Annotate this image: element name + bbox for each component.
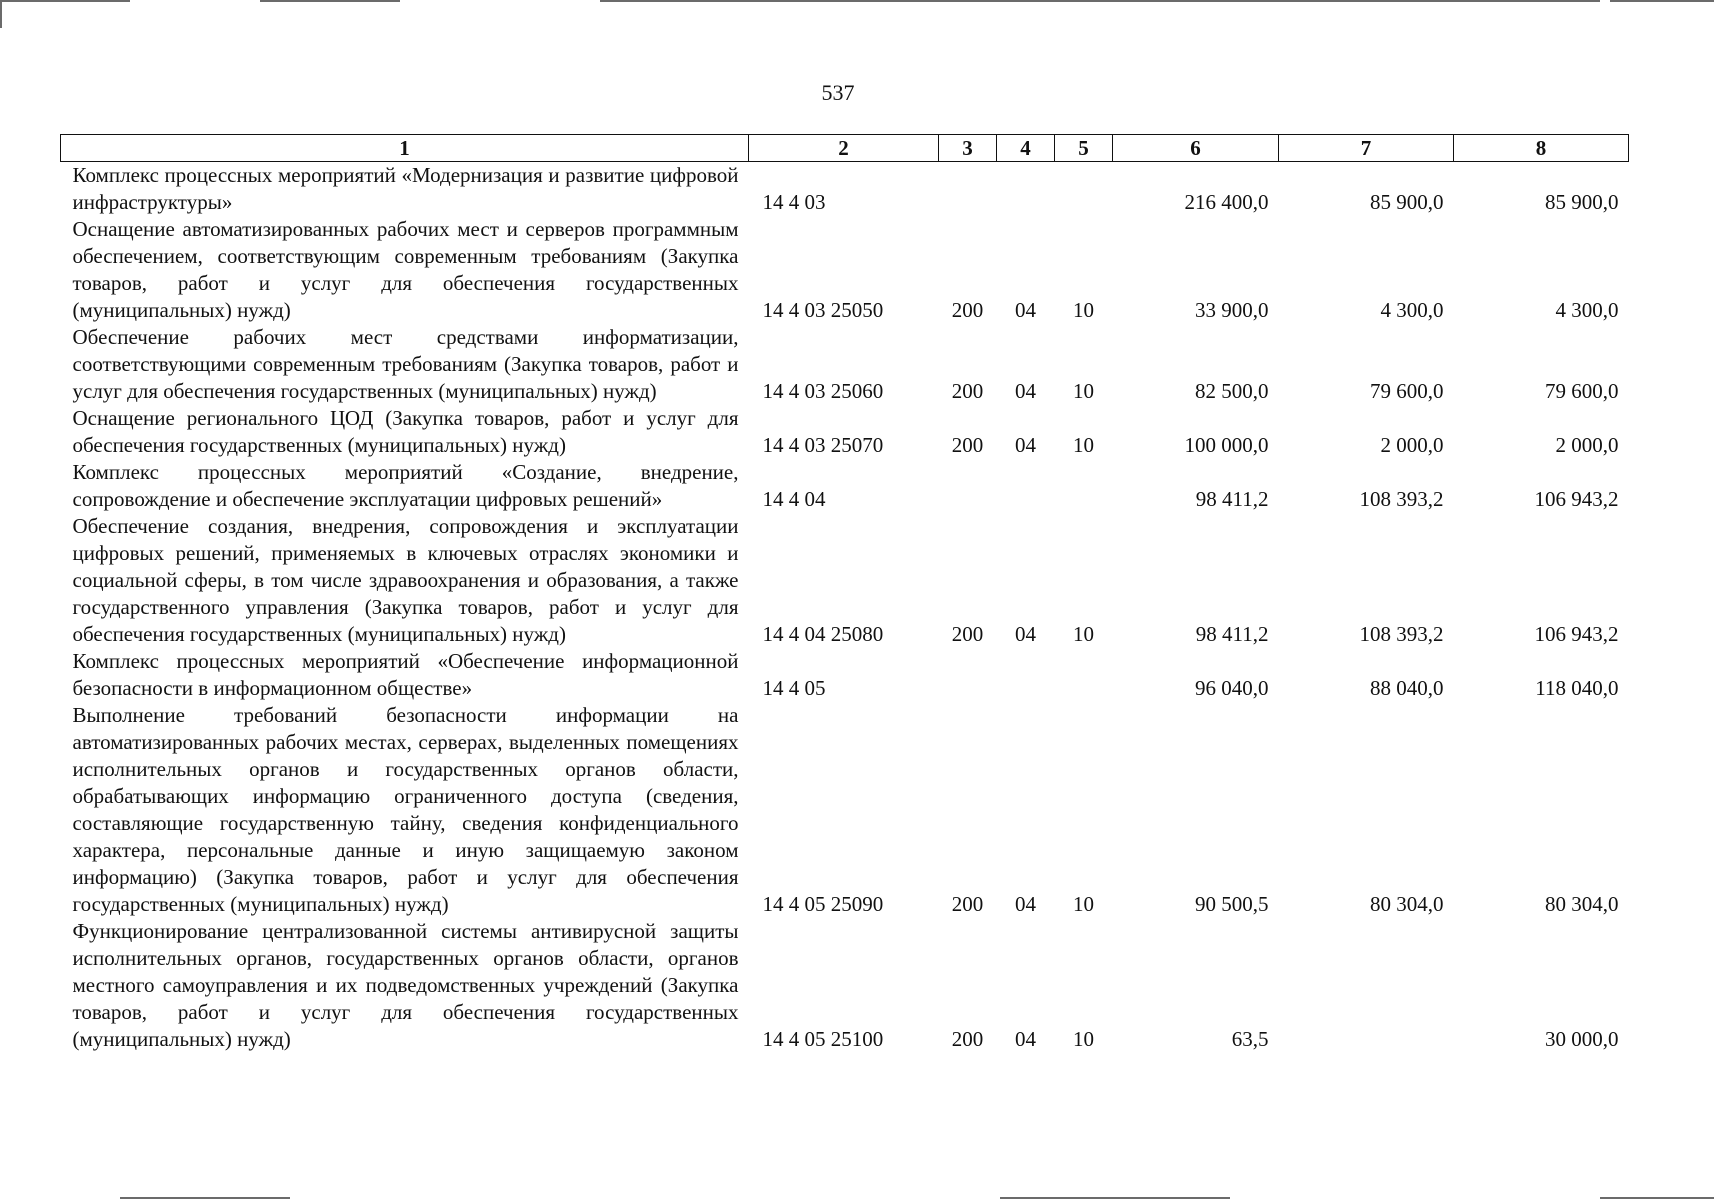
row-code: 14 4 03 25070 (762, 433, 884, 457)
row-value-8: 106 943,2 (1534, 487, 1619, 511)
row-value-7: 4 300,0 (1380, 298, 1444, 322)
row-value-8: 118 040,0 (1535, 676, 1619, 700)
row-value-6: 33 900,0 (1195, 298, 1269, 322)
row-value-8: 85 900,0 (1545, 190, 1619, 214)
row-description: Комплекс процессных мероприятий «Обеспечение информационной безопасности в информационном обществе» (72, 649, 739, 700)
row-col4 (997, 459, 1055, 513)
scan-edge-line (1610, 0, 1714, 2)
row-col3: 200 (951, 622, 984, 646)
row-description: Выполнение требований безопасности информации на автоматизированных рабочих местах, серверах, выделенных помещениях исполнительных органов и государственных органов области, обрабатывающих информацию ограниченного доступа (сведения, составляющие государственную тайну, сведения конфиденциального характера, персональные данные и иную защищаемую законом информацию) (Закупка товаров, работ и услуг для обеспечения государственных (муниципальных) нужд) (72, 703, 739, 916)
row-col5: 10 (1073, 298, 1094, 322)
row-col5: 10 (1073, 622, 1094, 646)
row-description: Оснащение регионального ЦОД (Закупка товаров, работ и услуг для обеспечения государственных (муниципальных) нужд) (72, 406, 739, 457)
row-code: 14 4 05 (762, 676, 826, 700)
column-header-6: 6 (1113, 135, 1279, 162)
row-value-6: 96 040,0 (1195, 676, 1269, 700)
row-value-8: 80 304,0 (1545, 892, 1619, 916)
column-header-8: 8 (1454, 135, 1629, 162)
row-description: Обеспечение рабочих мест средствами информатизации, соответствующими современным требованиям (Закупка товаров, работ и услуг для обеспечения государственных (муниципальных) нужд) (72, 325, 739, 403)
column-header-2: 2 (749, 135, 939, 162)
row-value-6: 90 500,5 (1195, 892, 1269, 916)
row-col4: 04 (1015, 433, 1036, 457)
column-header-7: 7 (1279, 135, 1454, 162)
row-description: Обеспечение создания, внедрения, сопровождения и эксплуатации цифровых решений, применяемых в ключевых отраслях экономики и социальной сферы, в том числе здравоохранения и образования, а также государственного управления (Закупка товаров, работ и услуг для обеспечения государственных (муниципальных) нужд) (72, 514, 739, 646)
table-row (61, 459, 1629, 513)
row-value-7: 88 040,0 (1370, 676, 1444, 700)
scan-edge-line (1600, 1197, 1714, 1199)
table-row (61, 405, 1629, 459)
scan-edge-line (1000, 1197, 1230, 1199)
row-col5: 10 (1073, 379, 1094, 403)
row-code: 14 4 03 25050 (762, 298, 884, 322)
row-code: 14 4 04 (762, 487, 826, 511)
row-value-6: 98 411,2 (1195, 487, 1269, 511)
scan-edge-mark (0, 0, 8, 28)
row-description: Комплекс процессных мероприятий «Модернизация и развитие цифровой инфраструктуры» (72, 163, 739, 214)
row-code: 14 4 03 25060 (762, 379, 884, 403)
row-col3 (939, 648, 997, 702)
scan-edge-line (600, 0, 1600, 2)
row-value-8: 106 943,2 (1534, 622, 1619, 646)
scan-edge-line (260, 0, 400, 2)
row-value-8: 4 300,0 (1555, 298, 1619, 322)
row-code: 14 4 05 25100 (762, 1027, 884, 1051)
row-col3: 200 (951, 298, 984, 322)
row-col5: 10 (1073, 1027, 1094, 1051)
scan-edge-line (120, 1197, 290, 1199)
row-value-6: 82 500,0 (1195, 379, 1269, 403)
table-row (61, 324, 1629, 405)
row-col3 (939, 162, 997, 217)
column-header-4: 4 (997, 135, 1055, 162)
row-description: Оснащение автоматизированных рабочих мест и серверов программным обеспечением, соответствующим современным требованиям (Закупка товаров, работ и услуг для обеспечения государственных (муниципальных) нужд) (72, 217, 739, 322)
row-col5 (1055, 648, 1113, 702)
row-col3: 200 (951, 433, 984, 457)
scan-edge-line (0, 0, 130, 2)
row-value-8: 79 600,0 (1545, 379, 1619, 403)
row-value-7 (1279, 918, 1454, 1053)
row-value-8: 2 000,0 (1555, 433, 1619, 457)
table-row (61, 702, 1629, 918)
row-col4 (997, 162, 1055, 217)
row-value-6: 216 400,0 (1184, 190, 1269, 214)
row-col3: 200 (951, 1027, 984, 1051)
row-value-6: 63,5 (1231, 1027, 1269, 1051)
row-code: 14 4 05 25090 (762, 892, 884, 916)
table-row (61, 648, 1629, 702)
row-col4: 04 (1015, 892, 1036, 916)
row-value-7: 85 900,0 (1370, 190, 1444, 214)
row-col4: 04 (1015, 379, 1036, 403)
row-col5 (1055, 459, 1113, 513)
row-value-7: 80 304,0 (1370, 892, 1444, 916)
table-row (61, 162, 1629, 217)
row-value-6: 100 000,0 (1184, 433, 1269, 457)
row-value-7: 79 600,0 (1370, 379, 1444, 403)
table-row (61, 216, 1629, 324)
row-description: Комплекс процессных мероприятий «Создание, внедрение, сопровождение и обеспечение эксплуатации цифровых решений» (72, 460, 739, 511)
page-number: 537 (821, 80, 855, 105)
row-code: 14 4 03 (762, 190, 826, 214)
table-row (61, 513, 1629, 648)
row-value-7: 108 393,2 (1359, 487, 1444, 511)
budget-table (60, 134, 1629, 1053)
row-col5: 10 (1073, 892, 1094, 916)
row-value-7: 108 393,2 (1359, 622, 1444, 646)
row-value-7: 2 000,0 (1380, 433, 1444, 457)
row-col3: 200 (951, 379, 984, 403)
row-description: Функционирование централизованной системы антивирусной защиты исполнительных органов, государственных органов области, органов местного самоуправления и их подведомственных учреждений (Закупка товаров, работ и услуг для обеспечения государственных (муниципальных) нужд) (72, 919, 739, 1051)
row-col4: 04 (1015, 1027, 1036, 1051)
row-col4 (997, 648, 1055, 702)
row-col4: 04 (1015, 298, 1036, 322)
row-code: 14 4 04 25080 (762, 622, 884, 646)
column-header-5: 5 (1055, 135, 1113, 162)
row-value-8: 30 000,0 (1545, 1027, 1619, 1051)
row-col3: 200 (951, 892, 984, 916)
row-col5 (1055, 162, 1113, 217)
row-col3 (939, 459, 997, 513)
row-col5: 10 (1073, 433, 1094, 457)
row-value-6: 98 411,2 (1195, 622, 1269, 646)
column-header-3: 3 (939, 135, 997, 162)
column-header-1: 1 (61, 135, 749, 162)
table-row (61, 918, 1629, 1053)
row-col4: 04 (1015, 622, 1036, 646)
table-header-row (61, 135, 1629, 162)
